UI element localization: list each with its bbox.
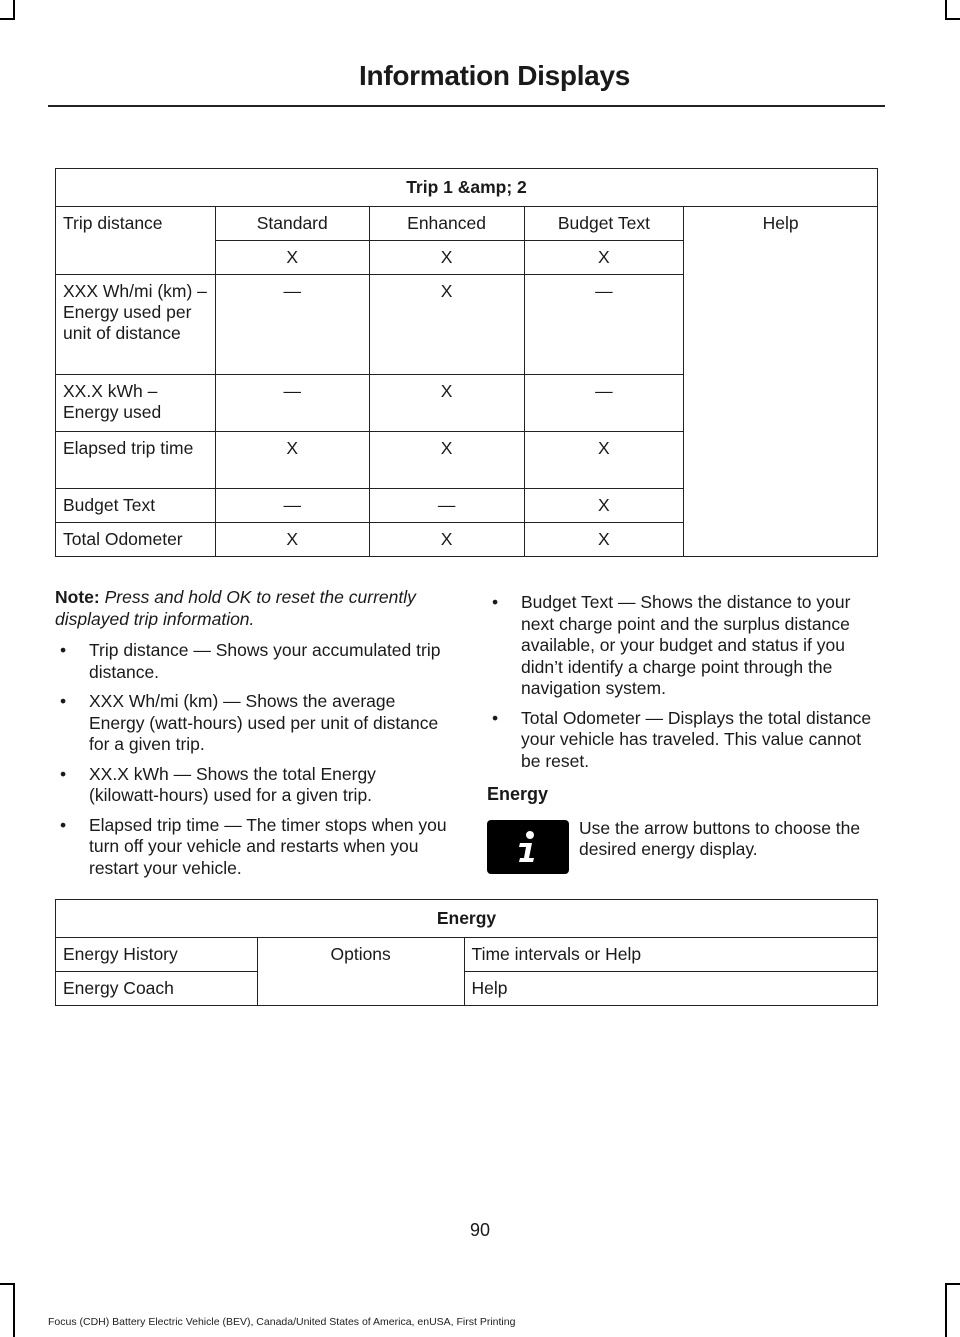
row-label: XXX Wh/mi (km) – Energy used per unit of distance [56,275,216,375]
row-label: Budget Text [56,489,216,523]
trip-table-caption: Trip 1 &amp; 2 [56,169,878,207]
row-label: Total Odometer [56,523,216,557]
table-row [56,938,878,972]
row-label: XX.X kWh –Energy used [56,375,216,432]
energy-table-caption: Energy [56,900,878,938]
list-item [487,592,879,700]
table-cell: X [215,241,369,275]
info-text: Use the arrow buttons to choose the desired energy display. [579,817,861,859]
bullet-icon: • [492,707,499,728]
list-item [55,691,450,756]
table-cell: X [215,432,369,489]
trip-table [55,168,878,557]
table-cell: — [524,275,684,375]
info-icon [487,820,569,874]
table-cell: — [369,489,524,523]
table-cell: Options [257,938,464,1006]
table-cell: — [215,375,369,432]
table-cell: X [369,275,524,375]
crop-mark [0,18,15,20]
crop-mark [13,0,15,18]
energy-heading: Energy [487,784,549,804]
energy-table [55,899,878,1006]
list-item-text: XX.X kWh — Shows the total Energy (kilowatt-hours) used for a given trip. [89,763,376,805]
table-cell: X [524,523,684,557]
page-number: 90 [469,1220,491,1240]
list-item [55,815,450,880]
table-cell: X [369,523,524,557]
bullet-list [55,640,450,879]
row-label: Trip distance [56,207,216,275]
bullet-icon: • [492,592,499,612]
note [55,587,450,630]
info-block [487,818,879,874]
column-header: Enhanced [369,207,524,241]
bullet-icon: • [60,640,67,660]
table-cell: X [524,489,684,523]
section-title: Information Displays [359,60,630,91]
bullet-icon: • [60,763,67,784]
table-cell: X [524,432,684,489]
list-item [487,708,879,773]
left-column [55,587,450,887]
info-glyph-icon [516,830,540,864]
column-header: Budget Text [524,207,684,241]
table-cell: Time intervals or Help [464,938,877,972]
list-item-text: Trip distance — Shows your accumulated trip distance. [89,640,441,682]
header-divider [48,105,885,107]
crop-mark [13,1283,15,1337]
list-item-text: Total Odometer — Displays the total distance your vehicle has traveled. This value cannot be reset. [521,707,872,771]
crop-mark [945,1283,960,1285]
column-header: Help [684,207,878,557]
table-cell: X [369,241,524,275]
bullet-list [487,592,879,772]
list-item-text: Elapsed trip time — The timer stops when you turn off your vehicle and restarts when you restart your vehicle. [89,814,447,878]
right-column [487,592,879,874]
table-cell: X [215,523,369,557]
table-row [56,972,878,1006]
table-cell: X [369,375,524,432]
note-text: Press and hold OK to reset the currently displayed trip information. [55,587,416,629]
edition-footer: Focus (CDH) Battery Electric Vehicle (BEV), Canada/United States of America, enUSA, First Printing [48,1316,516,1328]
table-cell: — [215,489,369,523]
table-cell: — [524,375,684,432]
bullet-icon: • [60,691,67,711]
row-label: Energy Coach [56,972,258,1006]
crop-mark [945,0,947,18]
table-cell: — [215,275,369,375]
crop-mark [945,18,960,20]
bullet-icon: • [60,814,67,835]
crop-mark [0,1283,15,1285]
crop-mark [945,1283,947,1337]
list-item [55,640,450,683]
row-label: Energy History [56,938,258,972]
table-cell: X [369,432,524,489]
list-item [55,764,450,807]
row-label: Elapsed trip time [56,432,216,489]
table-row [56,207,878,241]
table-cell: Help [464,972,877,1006]
table-cell: X [524,241,684,275]
list-item-text: XXX Wh/mi (km) — Shows the average Energy (watt-hours) used per unit of distance for a given trip. [89,691,439,754]
list-item-text: Budget Text — Shows the distance to your next charge point and the surplus distance available, or your budget and status if you didn’t identify a charge point through the navigation system. [521,592,851,698]
note-label: Note: [55,587,100,607]
column-header: Standard [215,207,369,241]
